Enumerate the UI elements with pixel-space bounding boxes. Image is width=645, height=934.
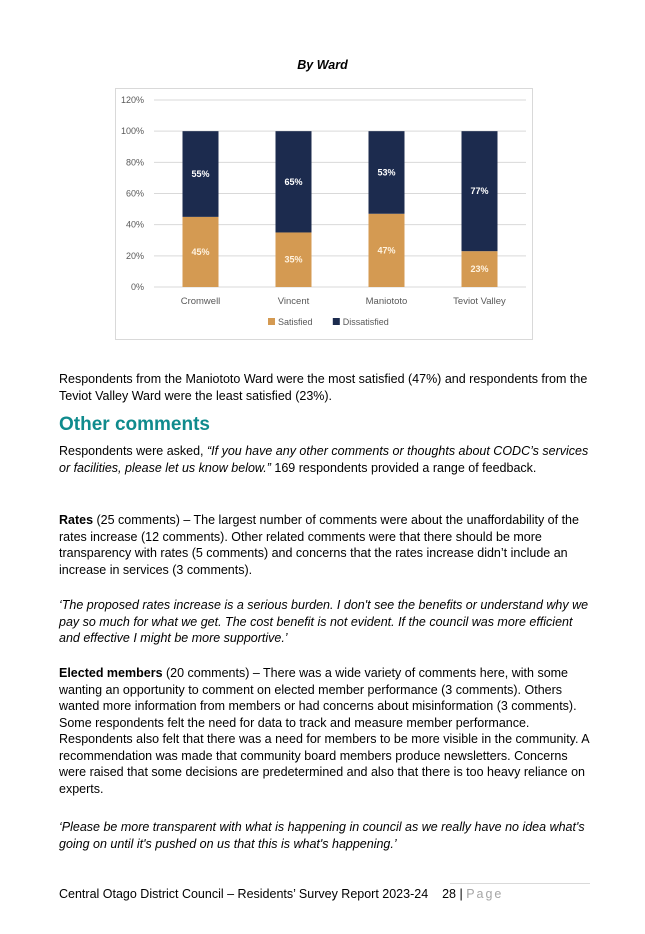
y-tick-label: 120% bbox=[120, 95, 144, 105]
data-label: 23% bbox=[470, 264, 489, 275]
elected-quote: ‘Please be more transparent with what is happening in council as we really have no idea what's going on until it's pushed on us that this is what's happening.’ bbox=[59, 820, 585, 851]
data-label: 53% bbox=[377, 167, 396, 178]
x-category-label: Teviot Valley bbox=[453, 296, 506, 307]
intro-quote: “If you have any other comments or thoughts about CODC’s services or facilities, please let us know below.” bbox=[59, 444, 589, 475]
page-footer bbox=[59, 887, 503, 901]
rates-text: (25 comments) – The largest number of comments were about the unaffordability of the rates increase (12 comments). Other related comments were that there should be more transparency with rates (5 comments) and concerns that the rates increase didn’t include an increase in services (3 comments). bbox=[59, 513, 579, 577]
y-tick-label: 100% bbox=[120, 126, 144, 137]
page-number: 28 bbox=[442, 887, 456, 901]
data-label: 77% bbox=[470, 186, 489, 197]
ward-summary-paragraph: Respondents from the Maniototo Ward were the most satisfied (47%) and respondents from the Teviot Valley Ward were the least satisfied (23%). bbox=[59, 372, 588, 403]
footer-text: Central Otago District Council – Residents’ Survey Report 2023-24 bbox=[59, 887, 429, 901]
data-label: 45% bbox=[191, 246, 210, 257]
y-tick-label: 0% bbox=[130, 282, 144, 292]
y-tick-label: 40% bbox=[125, 219, 144, 230]
rates-quote: ‘The proposed rates increase is a serious burden. I don't see the benefits or understand why we pay so much for what we get. The cost benefit is not evident. If the council was more efficient and effective I might be more supportive.’ bbox=[59, 598, 589, 645]
y-tick-label: 20% bbox=[125, 250, 144, 261]
rates-paragraph bbox=[59, 512, 594, 578]
elected-text: (20 comments) – There was a wide variety of comments here, with some wanting an opportunity to comment on elected member performance (3 comments). Others wanted more information from members or had concerns about misinformation (3 comments). Some respondents felt the need for data to track and measure member performance. Respondents also felt that there was a need for members to be more visible in the community. A recommendation was made that community board members produce newsletters. Concerns were raised that some decisions are predetermined and also that there is too heavy reliance on experts. bbox=[59, 666, 589, 796]
y-tick-label: 80% bbox=[125, 157, 144, 168]
legend-swatch bbox=[333, 318, 340, 325]
x-category-label: Cromwell bbox=[180, 296, 221, 307]
x-category-label: Vincent bbox=[277, 296, 310, 307]
page-word: Page bbox=[466, 887, 504, 901]
intro-tail: 169 respondents provided a range of feedback. bbox=[270, 460, 537, 475]
chart-title: By Ward bbox=[297, 58, 348, 72]
legend-label: Satisfied bbox=[278, 317, 313, 327]
footer-rule bbox=[450, 883, 590, 884]
elected-label: Elected members bbox=[59, 666, 163, 680]
section-heading: Other comments bbox=[59, 414, 210, 435]
legend-label: Dissatisfied bbox=[342, 317, 389, 327]
x-category-label: Maniototo bbox=[365, 296, 408, 307]
chart-svg bbox=[116, 89, 534, 341]
elected-members-paragraph bbox=[59, 665, 594, 797]
intro-paragraph bbox=[59, 443, 594, 476]
data-label: 35% bbox=[284, 254, 303, 265]
data-label: 65% bbox=[284, 176, 303, 187]
intro-lead: Respondents were asked, bbox=[59, 444, 208, 458]
page-separator: | bbox=[459, 887, 463, 901]
data-label: 55% bbox=[191, 169, 210, 180]
data-label: 47% bbox=[377, 245, 396, 256]
legend-swatch bbox=[268, 318, 275, 325]
y-tick-label: 60% bbox=[125, 188, 144, 199]
rates-label: Rates bbox=[59, 513, 94, 527]
ward-satisfaction-chart bbox=[115, 88, 533, 340]
